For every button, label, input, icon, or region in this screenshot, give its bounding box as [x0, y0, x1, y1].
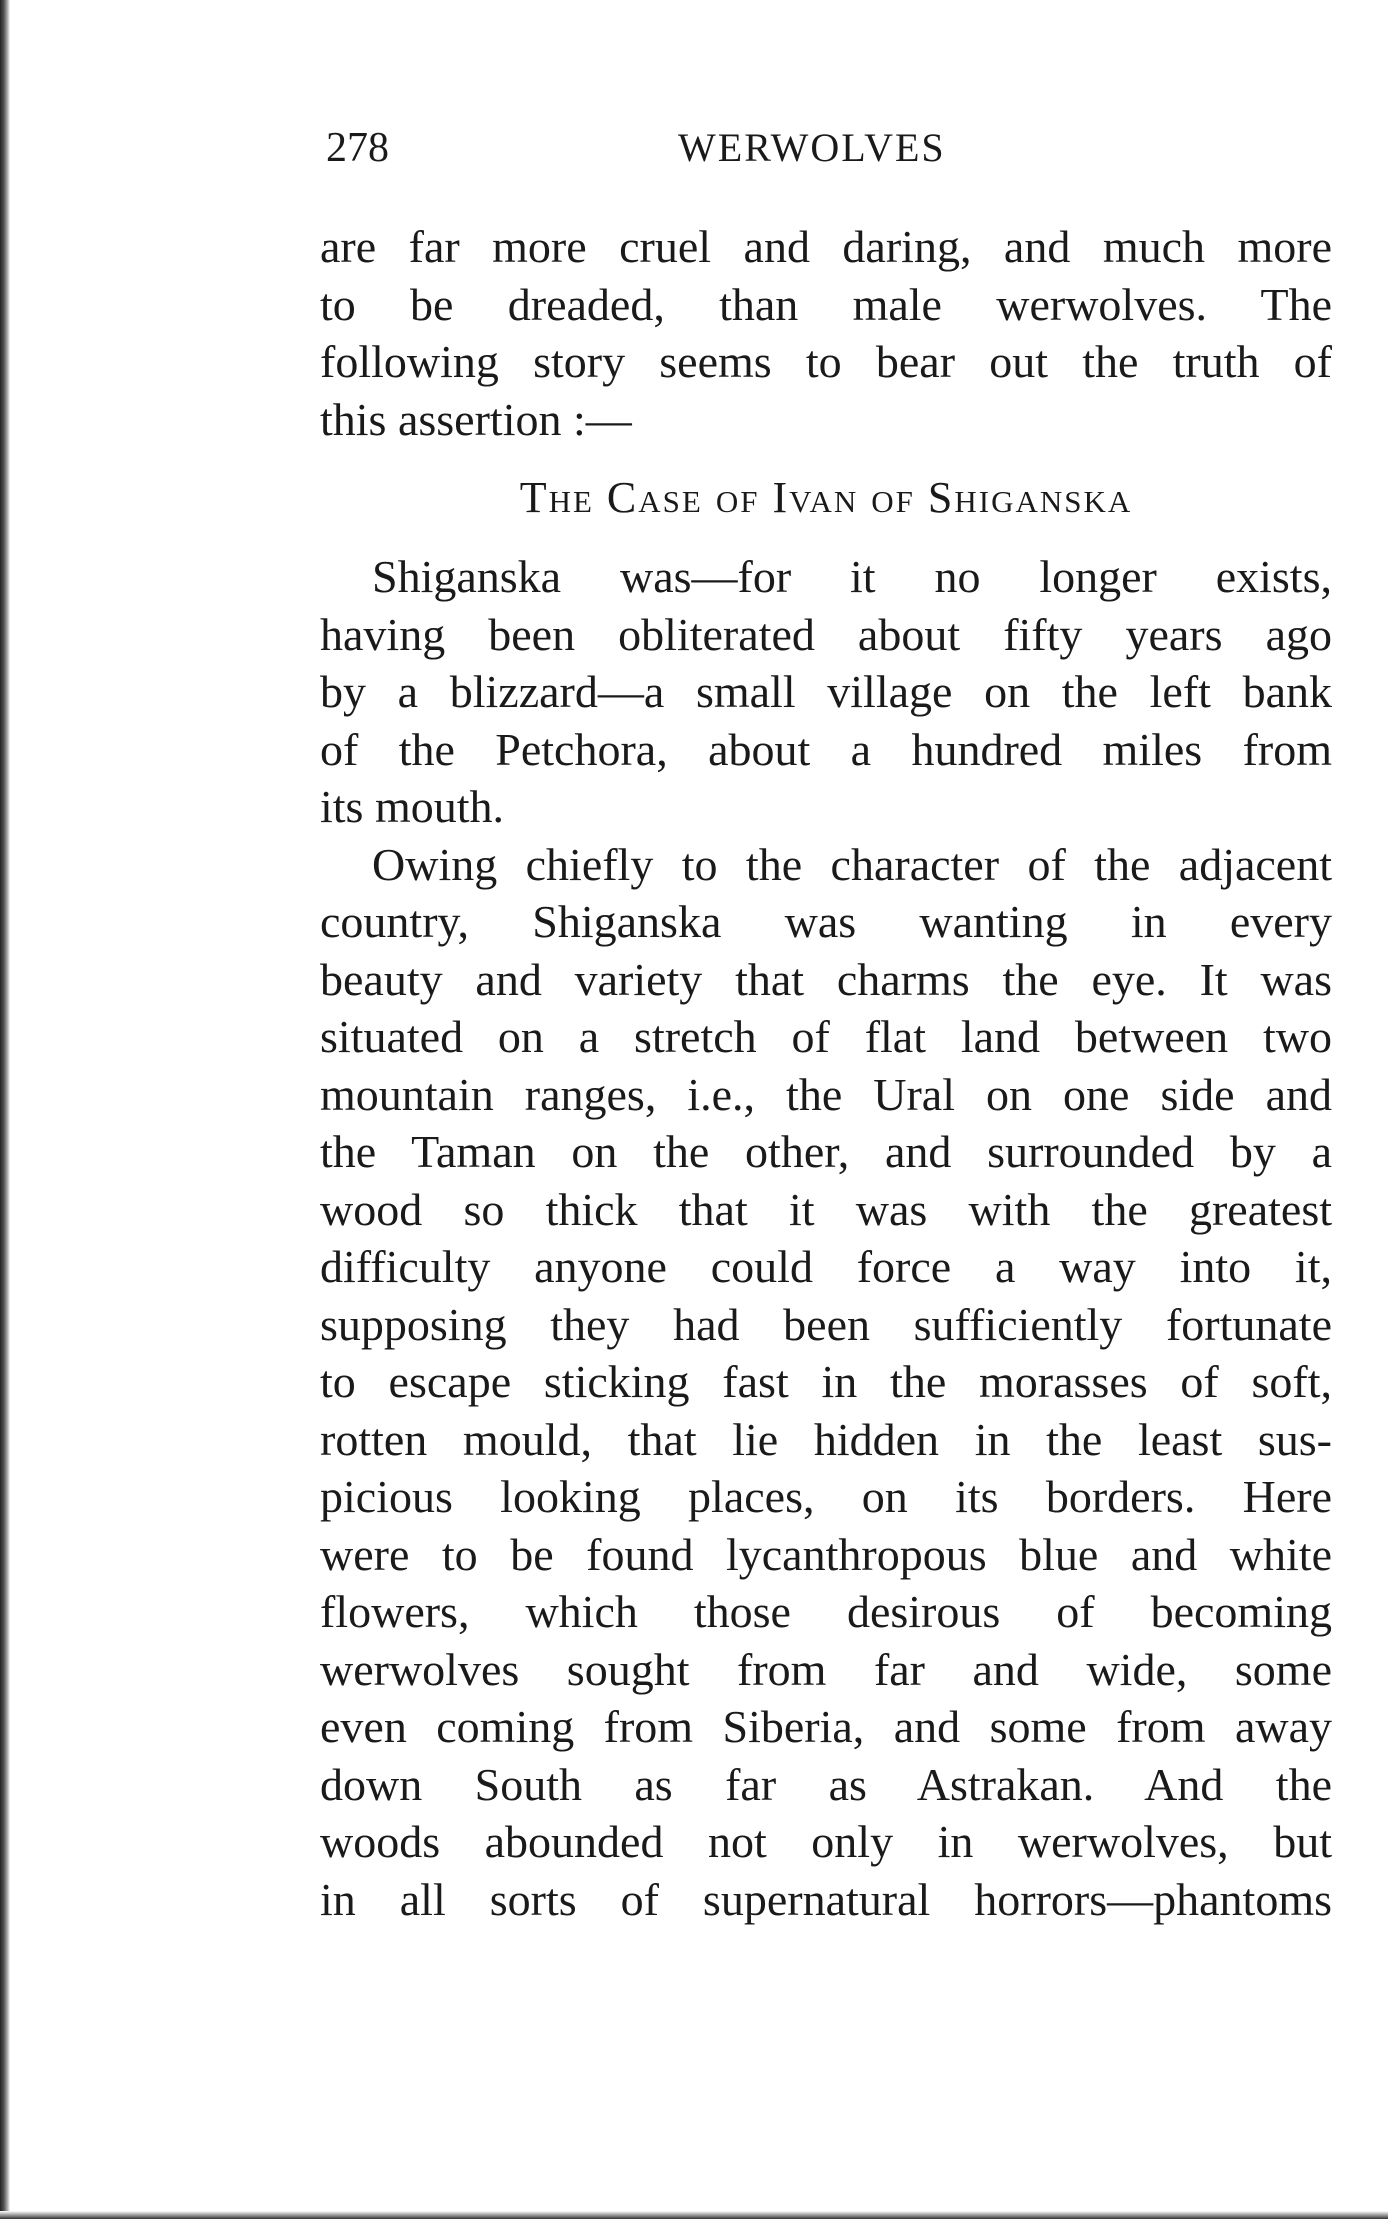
running-header [326, 118, 1336, 178]
text-line: picious looking places, on its borders. Here [320, 1471, 1332, 1522]
intro-paragraph [320, 218, 1332, 448]
text-line: to be dreaded, than male werwolves. The [320, 278, 1332, 330]
text-line: following story seems to bear out the truth of [320, 336, 1332, 387]
text-line: rotten mould, that lie hidden in the least sus- [320, 1413, 1332, 1465]
text-line: country, Shiganska was wanting in every [320, 896, 1332, 947]
paragraph-2 [320, 836, 1332, 1929]
text-line: woods abounded not only in werwolves, but [320, 1816, 1332, 1867]
text-line: in all sorts of supernatural horrors—phantoms [320, 1873, 1332, 1925]
text-line: werwolves sought from far and wide, some [320, 1643, 1332, 1695]
text-line: Shiganska was—for it no longer exists, [372, 551, 1332, 602]
text-line: to escape sticking fast in the morasses of soft, [320, 1356, 1332, 1407]
text-line: even coming from Siberia, and some from away [320, 1701, 1332, 1752]
text-line: wood so thick that it was with the greatest [320, 1183, 1332, 1235]
text-line: were to be found lycanthropous blue and white [320, 1528, 1332, 1580]
running-title: WERWOLVES [678, 125, 946, 170]
text-line: the Taman on the other, and surrounded by a [320, 1126, 1332, 1177]
text-line: supposing they had been sufficiently fortunate [320, 1298, 1332, 1350]
page-number: 278 [326, 125, 389, 171]
paragraph-1 [320, 548, 1332, 836]
text-line: Owing chiefly to the character of the adjacent [372, 838, 1332, 890]
text-line: are far more cruel and daring, and much more [320, 221, 1332, 272]
text-line: by a blizzard—a small village on the left bank [320, 666, 1332, 717]
text-line: this assertion :— [320, 393, 632, 445]
section-heading: The Case of Ivan of Shiganska [519, 473, 1133, 522]
text-line: difficulty anyone could force a way into it, [320, 1241, 1332, 1292]
page-bottom-edge [0, 2211, 1388, 2219]
text-line: mountain ranges, i.e., the Ural on one side and [320, 1068, 1332, 1120]
text-line: of the Petchora, about a hundred miles from [320, 723, 1332, 775]
book-spine-shadow [0, 0, 10, 2219]
text-line: situated on a stretch of flat land between two [320, 1011, 1332, 1062]
text-line: its mouth. [320, 781, 505, 832]
text-line: having been obliterated about fifty years ago [320, 608, 1332, 660]
text-line: beauty and variety that charms the eye. It was [320, 953, 1332, 1005]
page-body [320, 218, 1332, 1928]
text-line: down South as far as Astrakan. And the [320, 1758, 1332, 1810]
text-line: flowers, which those desirous of becoming [320, 1586, 1332, 1637]
